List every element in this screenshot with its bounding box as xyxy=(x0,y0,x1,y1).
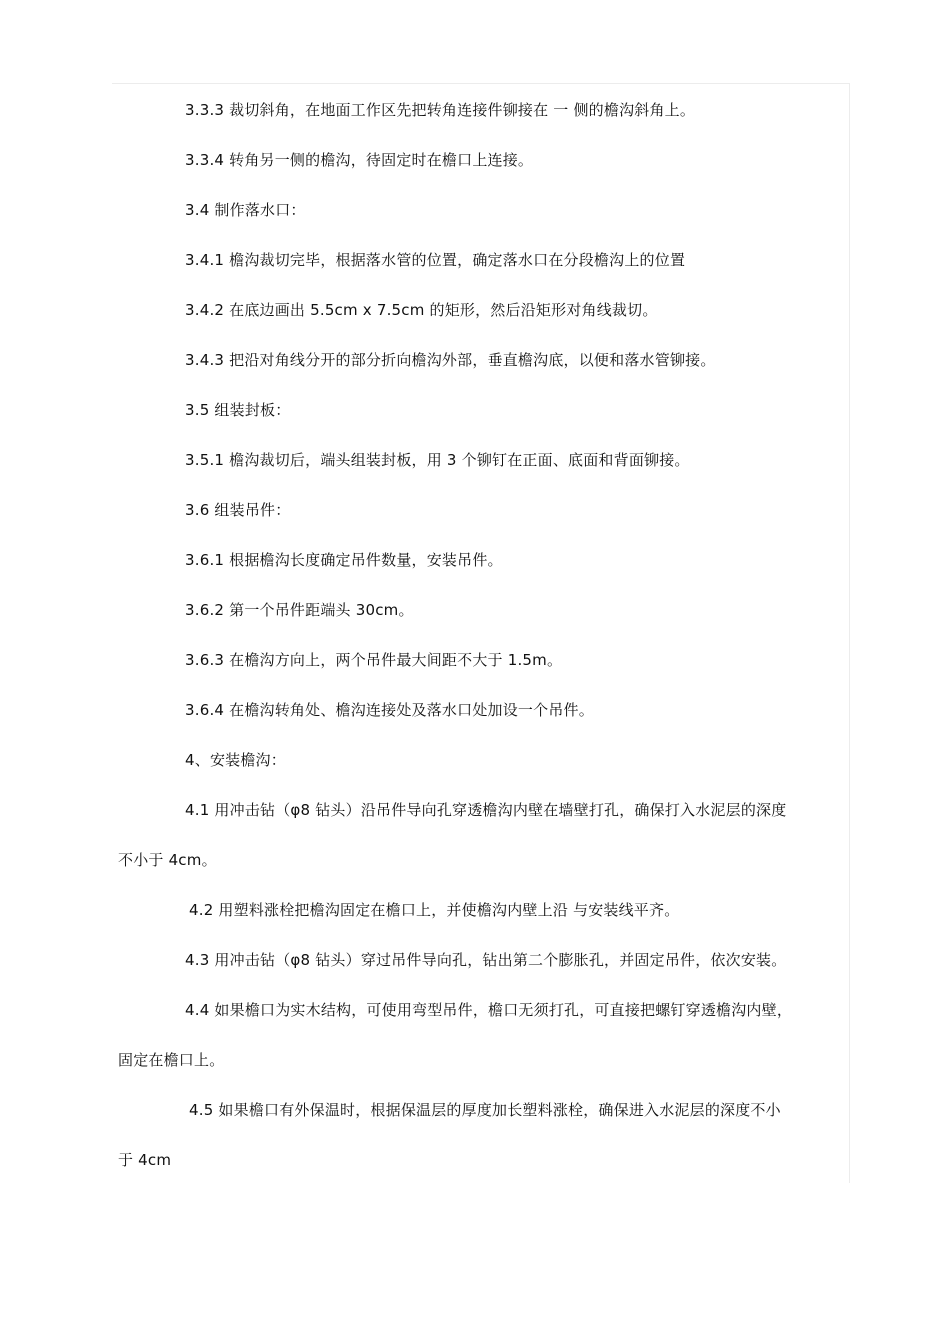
text-line-3-3-3: 3.3.3 裁切斜角，在地面工作区先把转角连接件铆接在 一 侧的檐沟斜角上。 xyxy=(185,101,696,119)
document-body xyxy=(118,96,858,1196)
text-line-4-2: 4.2 用塑料涨栓把檐沟固定在檐口上，并使檐沟内壁上沿 与安装线平齐。 xyxy=(189,901,680,919)
section-heading-3-5: 3.5 组装封板： xyxy=(185,401,291,419)
section-heading-3-4: 3.4 制作落水口： xyxy=(185,201,306,219)
text-line-3-5-1: 3.5.1 檐沟裁切后，端头组装封板，用 3 个铆钉在正面、底面和背面铆接。 xyxy=(185,451,690,469)
text-line-3-6-1: 3.6.1 根据檐沟长度确定吊件数量，安装吊件。 xyxy=(185,551,503,569)
text-line-4-1: 4.1 用冲击钻（φ8 钻头）沿吊件导向孔穿透檐沟内壁在墙壁打孔，确保打入水泥层的深度 xyxy=(185,801,787,819)
text-line-4-5: 4.5 如果檐口有外保温时，根据保温层的厚度加长塑料涨栓，确保进入水泥层的深度不小 xyxy=(189,1101,781,1119)
text-line-4-5-continued: 于 4cm xyxy=(118,1151,172,1169)
text-line-3-3-4: 3.3.4 转角另一侧的檐沟，待固定时在檐口上连接。 xyxy=(185,151,534,169)
text-line-4-4: 4.4 如果檐口为实木结构，可使用弯型吊件，檐口无须打孔，可直接把螺钉穿透檐沟内壁， xyxy=(185,1001,793,1019)
text-line-4-3: 4.3 用冲击钻（φ8 钻头）穿过吊件导向孔，钻出第二个膨胀孔，并固定吊件，依次安装。 xyxy=(185,951,787,969)
text-line-3-6-2: 3.6.2 第一个吊件距端头 30cm。 xyxy=(185,601,414,619)
text-line-3-4-3: 3.4.3 把沿对角线分开的部分折向檐沟外部，垂直檐沟底，以便和落水管铆接。 xyxy=(185,351,716,369)
section-heading-4: 4、安装檐沟： xyxy=(185,751,286,769)
text-line-3-6-3: 3.6.3 在檐沟方向上，两个吊件最大间距不大于 1.5m。 xyxy=(185,651,563,669)
text-line-3-4-1: 3.4.1 檐沟裁切完毕，根据落水管的位置，确定落水口在分段檐沟上的位置 xyxy=(185,251,686,269)
section-heading-3-6: 3.6 组装吊件： xyxy=(185,501,291,519)
text-line-3-4-2: 3.4.2 在底边画出 5.5cm x 7.5cm 的矩形，然后沿矩形对角线裁切。 xyxy=(185,301,658,319)
text-line-3-6-4: 3.6.4 在檐沟转角处、檐沟连接处及落水口处加设一个吊件。 xyxy=(185,701,594,719)
text-line-4-1-continued: 不小于 4cm。 xyxy=(118,851,217,869)
text-line-4-4-continued: 固定在檐口上。 xyxy=(118,1051,225,1069)
